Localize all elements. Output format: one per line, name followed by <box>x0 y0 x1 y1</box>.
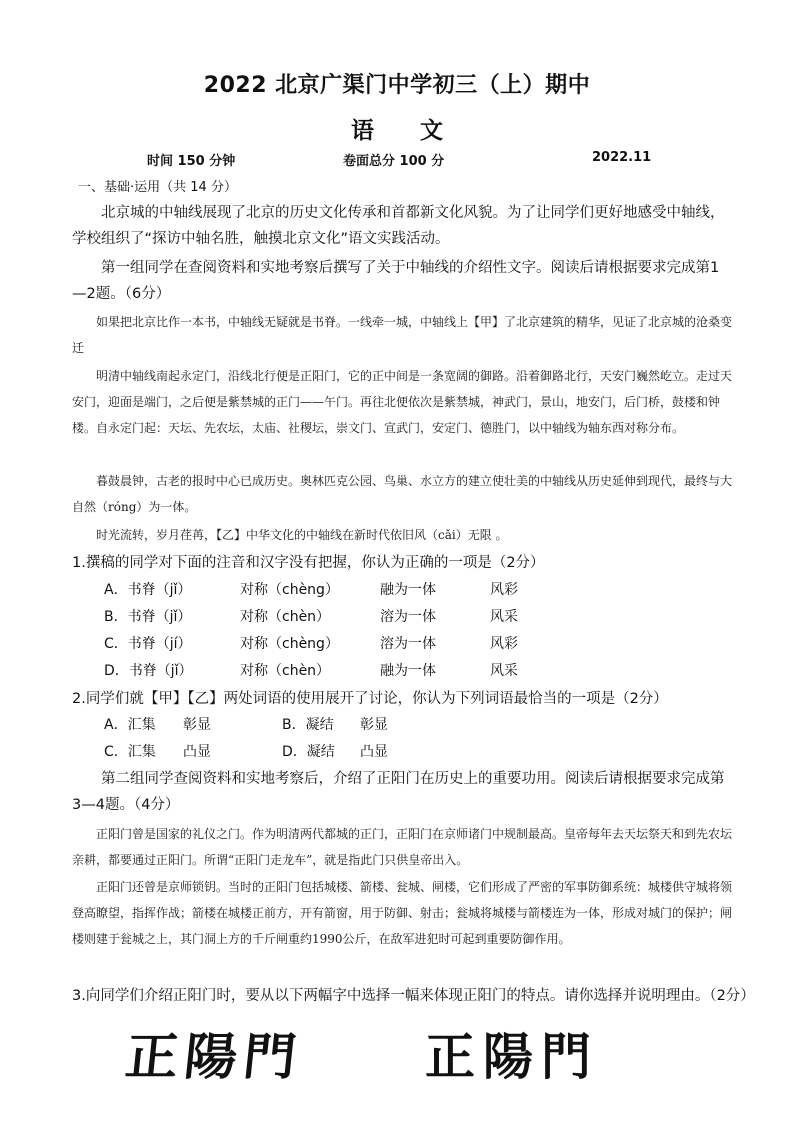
passage-paragraph-2: 明清中轴线南起永定门，沿线北行便是正阳门，它的正中间是一条宽阔的御路。沿着御路北行，天安门巍然屹立。走过天安门，迎面是端门，之后便是紫禁城的正门——午门。再往北便依次是紫禁城，神武门，景山，地安门，后门桥，鼓楼和钟楼。自永定门起：天坛、先农坛，太庙、社稷坛，崇文门、宣武门，安定门、德胜门，以中轴线为轴东西对称分布。 <box>72 369 733 435</box>
subject-title: 语 文 <box>351 117 443 144</box>
passage-paragraph-1: 如果把北京比作一本书，中轴线无疑就是书脊。一线牵一城，中轴线上【甲】了北京建筑的精华，见证了北京城的沧桑变迁 <box>72 315 733 355</box>
zhengyangmen-paragraph-2: 正阳门还曾是京师锁钥。当时的正阳门包括城楼、箭楼、瓮城、闸楼，它们形成了严密的军事防御系统：城楼供守城将领登高瞭望，指挥作战；箭楼在城楼正前方，开有箭窗，用于防御、射击；瓮城将城楼与箭楼连为一体，形成对城门的保护；闸楼则建于瓮城之上，其门洞上方的千斤闸重约1990公斤，在敌军进犯时可起到重要防御作用。 <box>72 880 733 946</box>
question-2-stem: 2.同学们就【甲】【乙】两处词语的使用展开了讨论，你认为下列词语最恰当的一项是（2分） <box>72 691 668 707</box>
exam-date: 2022.11 <box>592 150 652 165</box>
exam-time: 时间 150 分钟 <box>147 154 236 169</box>
group1-intro: 第一组同学在查阅资料和实地考察后撰写了关于中轴线的介绍性文字。阅读后请根据要求完成第1—2题。（6分） <box>72 260 720 302</box>
exam-total-score: 卷面总分 100 分 <box>343 154 445 169</box>
group2-intro: 第二组同学查阅资料和实地考察后，介绍了正阳门在历史上的重要功用。阅读后请根据要求完成第3—4题。（4分） <box>72 771 725 813</box>
question-1-stem: 1.撰稿的同学对下面的注音和汉字没有把握，你认为正确的一项是（2分） <box>72 555 545 571</box>
section-heading: 一、基础·运用（共 14 分） <box>78 180 237 195</box>
passage-paragraph-3: 暮鼓晨钟，古老的报时中心已成历史。奥林匹克公园、鸟巢、水立方的建立使壮美的中轴线从历史延伸到现代，最终与大自然（róng）为一体。 <box>72 474 733 514</box>
question-3-stem: 3.向同学们介绍正阳门时，要从以下两幅字中选择一幅来体现正阳门的特点。请你选择并说明理由。（2分） <box>72 988 755 1004</box>
calligraphy-option-left: 正陽門 <box>122 1027 306 1086</box>
exam-title: 2022 北京广渠门中学初三（上）期中 <box>203 73 591 98</box>
exam-page: 2022 北京广渠门中学初三（上）期中 语 文 时间 150 分钟 卷面总分 100 分 2022.11 一、基础·运用（共 14 分） 北京城的中轴线展现了北京的历史文化传承和首都新文化风貌。为了让同学们更好地感受中轴线，学校组织了“探访中轴名胜，触摸北京文化”语文实践活动。 第一组同学在查阅资料和实地考察后撰写了关于中轴线的介绍性文字。阅读后请根据要求完成第1—2题。（6分） 如果把北京比作一本书，中轴线无疑就是书脊。一线牵一城，中轴线上【甲】了北京建筑的精华，见证了北京城的沧桑变迁 明清中轴线南起永定门，沿线北行便是正阳门，它的正中间是一条宽阔的御路。沿着御路北行，天安门巍然屹立。走过天安门，迎面是端门，之后便是紫禁城的正门——午门。再往北便依次是紫禁城，神武门，景山，地安门，后门桥，鼓楼和钟楼。自永定门起：天坛、先农坛，太庙、社稷坛，崇文门、宣武门，安定门、德胜门，以中轴线为轴东西对称分布。 暮鼓晨钟，古老的报时中心已成历史。奥林匹克公园、鸟巢、水立方的建立使壮美的中轴线从历史延伸到现代，最终与大自然（róng）为一体。 时光流转，岁月荏苒，【乙】中华文化的中轴线在新时代依旧风（cǎi）无限 。 1.撰稿的同学对下面的注音和汉字没有把握，你认为正确的一项是（2分） A．书脊（jǐ） 对称（chèng） 融为一体 风彩 B．书脊（jǐ） 对称（chèn） 溶为一体 风采 C．书脊（jí） 对称（chèng） 溶为一体 风彩 D．书脊（jǐ） 对称（chèn） 融为一体 风采 2.同学们就【甲】【乙】两处词语的使用展开了讨论，你认为下列词语最恰当的一项是（2分） A．汇集 彰显 B．凝结 彰显 C．汇集 凸显 D．凝结 凸显 第二组同学查阅资料和实地考察后，介绍了正阳门在历史上的重要功用。阅读后请根据要求完成第3—4题。（4分） 正阳门曾是国家的礼仪之门。作为明清两代都城的正门，正阳门在京师诸门中规制最高。皇帝每年去天坛祭天和到先农坛亲耕，都要通过正阳门。所谓“正阳门走龙车”，就是指此门只供皇帝出入。 正阳门还曾是京师锁钥。当时的正阳门包括城楼、箭楼、瓮城、闸楼，它们形成了严密的军事防御系统：城楼供守城将领登高瞭望，指挥作战；箭楼在城楼正前方，开有箭窗，用于防御、射击；瓮城将城楼与箭楼连为一体，形成对城门的保护；闸楼则建于瓮城之上，其门洞上方的千斤闸重约1990公斤，在敌军进犯时可起到重要防御作用。 3.向同学们介绍正阳门时，要从以下两幅字中选择一幅来体现正阳门的特点。请你选择并说明理由。（2分） 正陽門 正陽門 <box>0 0 794 1123</box>
calligraphy-option-right: 正陽門 <box>425 1028 599 1086</box>
zhengyangmen-paragraph-1: 正阳门曾是国家的礼仪之门。作为明清两代都城的正门，正阳门在京师诸门中规制最高。皇帝每年去天坛祭天和到先农坛亲耕，都要通过正阳门。所谓“正阳门走龙车”，就是指此门只供皇帝出入。 <box>72 827 733 867</box>
activity-intro: 北京城的中轴线展现了北京的历史文化传承和首都新文化风貌。为了让同学们更好地感受中轴线，学校组织了“探访中轴名胜，触摸北京文化”语文实践活动。 <box>72 205 725 247</box>
passage-paragraph-4: 时光流转，岁月荏苒，【乙】中华文化的中轴线在新时代依旧风（cǎi）无限 。 <box>96 528 508 542</box>
